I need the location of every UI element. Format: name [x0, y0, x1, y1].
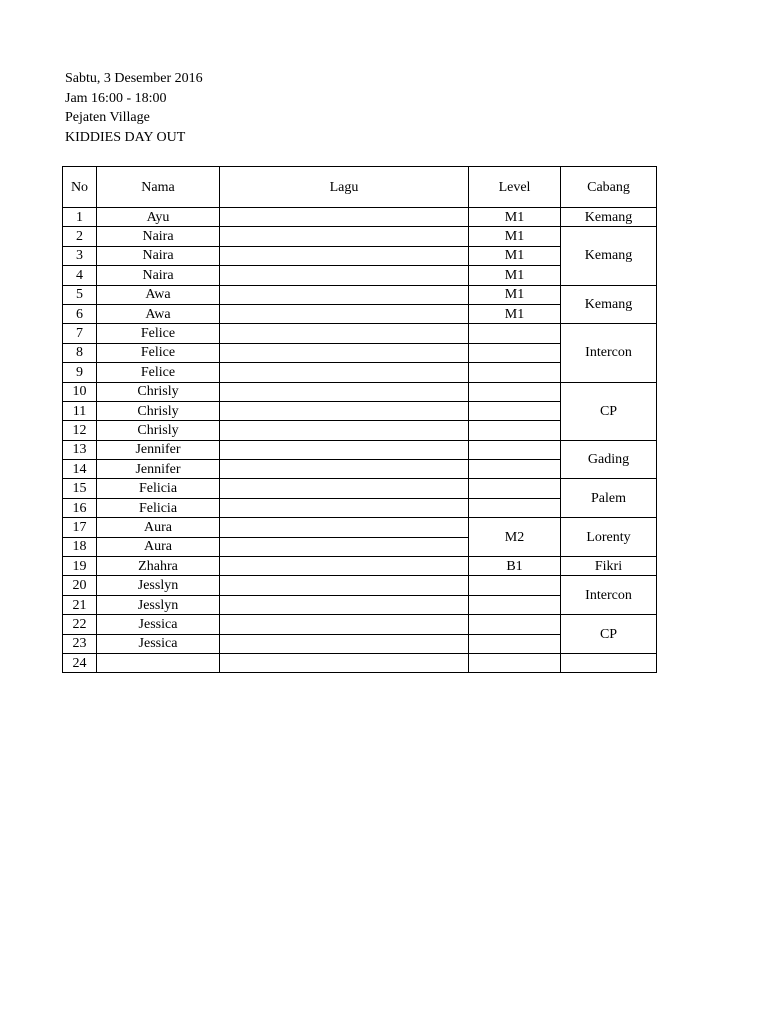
cell-no: 14 [63, 460, 97, 479]
cell-cabang: CP [561, 615, 657, 654]
cell-lagu [220, 285, 469, 304]
cell-nama: Jessica [97, 615, 220, 634]
cell-level: B1 [469, 557, 561, 576]
cell-cabang: Palem [561, 479, 657, 518]
cell-nama: Jesslyn [97, 595, 220, 614]
cell-lagu [220, 537, 469, 556]
cell-nama: Jennifer [97, 440, 220, 459]
event-title: KIDDIES DAY OUT [65, 129, 186, 145]
cell-nama: Felice [97, 324, 220, 343]
cell-lagu [220, 518, 469, 537]
table-row [63, 440, 657, 459]
cell-level [469, 363, 561, 382]
cell-lagu [220, 266, 469, 285]
cell-lagu [220, 595, 469, 614]
cell-level: M2 [469, 518, 561, 557]
cell-nama: Felicia [97, 498, 220, 517]
table-row [63, 576, 657, 595]
cell-nama: Felice [97, 343, 220, 362]
performance-schedule-table [62, 166, 657, 673]
cell-nama: Naira [97, 227, 220, 246]
cell-lagu [220, 324, 469, 343]
cell-nama: Jennifer [97, 460, 220, 479]
cell-cabang: Fikri [561, 557, 657, 576]
cell-no: 6 [63, 304, 97, 323]
table-row [63, 324, 657, 343]
table-row [63, 479, 657, 498]
cell-cabang: Kemang [561, 227, 657, 285]
cell-lagu [220, 421, 469, 440]
cell-level [469, 498, 561, 517]
cell-cabang: CP [561, 382, 657, 440]
cell-no: 7 [63, 324, 97, 343]
cell-level: M1 [469, 227, 561, 246]
cell-level [469, 382, 561, 401]
cell-level [469, 324, 561, 343]
cell-level [469, 440, 561, 459]
cell-level [469, 479, 561, 498]
cell-level [469, 460, 561, 479]
cell-nama: Awa [97, 285, 220, 304]
cell-no: 16 [63, 498, 97, 517]
cell-level: M1 [469, 285, 561, 304]
table-row [63, 615, 657, 634]
cell-level [469, 653, 561, 672]
cell-level: M1 [469, 266, 561, 285]
cell-nama: Ayu [97, 208, 220, 227]
cell-lagu [220, 227, 469, 246]
cell-nama: Naira [97, 266, 220, 285]
cell-nama: Aura [97, 537, 220, 556]
cell-cabang: Gading [561, 440, 657, 479]
cell-nama: Jessica [97, 634, 220, 653]
event-date: Sabtu, 3 Desember 2016 [65, 71, 203, 86]
cell-no: 12 [63, 421, 97, 440]
cell-level [469, 343, 561, 362]
cell-lagu [220, 246, 469, 265]
cell-lagu [220, 634, 469, 653]
cell-no: 18 [63, 537, 97, 556]
cell-cabang: Kemang [561, 285, 657, 324]
cell-no: 1 [63, 208, 97, 227]
column-header-cabang: Cabang [561, 167, 657, 208]
cell-lagu [220, 440, 469, 459]
cell-lagu [220, 653, 469, 672]
cell-no: 8 [63, 343, 97, 362]
cell-no: 10 [63, 382, 97, 401]
cell-no: 23 [63, 634, 97, 653]
cell-nama: Jesslyn [97, 576, 220, 595]
cell-nama: Awa [97, 304, 220, 323]
cell-no: 17 [63, 518, 97, 537]
cell-lagu [220, 498, 469, 517]
cell-level [469, 576, 561, 595]
cell-lagu [220, 479, 469, 498]
cell-no: 20 [63, 576, 97, 595]
cell-no: 5 [63, 285, 97, 304]
cell-no: 19 [63, 557, 97, 576]
table-header-row [63, 167, 657, 208]
cell-nama: Felice [97, 363, 220, 382]
table-row [63, 557, 657, 576]
cell-lagu [220, 460, 469, 479]
cell-no: 9 [63, 363, 97, 382]
cell-nama: Aura [97, 518, 220, 537]
column-header-level: Level [469, 167, 561, 208]
cell-nama: Zhahra [97, 557, 220, 576]
cell-lagu [220, 382, 469, 401]
cell-lagu [220, 576, 469, 595]
cell-no: 24 [63, 653, 97, 672]
cell-nama: Chrisly [97, 421, 220, 440]
cell-cabang: Intercon [561, 576, 657, 615]
table-row [63, 653, 657, 672]
cell-lagu [220, 401, 469, 420]
cell-lagu [220, 557, 469, 576]
cell-no: 21 [63, 595, 97, 614]
cell-cabang: Kemang [561, 208, 657, 227]
document-header [65, 69, 203, 147]
cell-level [469, 595, 561, 614]
cell-nama: Chrisly [97, 401, 220, 420]
table-row [63, 227, 657, 246]
table-row [63, 208, 657, 227]
column-header-nama: Nama [97, 167, 220, 208]
cell-lagu [220, 304, 469, 323]
cell-no: 13 [63, 440, 97, 459]
cell-lagu [220, 363, 469, 382]
cell-level [469, 421, 561, 440]
cell-nama: Chrisly [97, 382, 220, 401]
cell-nama: Felicia [97, 479, 220, 498]
cell-level [469, 401, 561, 420]
cell-lagu [220, 208, 469, 227]
cell-lagu [220, 343, 469, 362]
event-venue: Pejaten Village [65, 110, 150, 125]
cell-level [469, 634, 561, 653]
cell-no: 15 [63, 479, 97, 498]
cell-level: M1 [469, 246, 561, 265]
column-header-no: No [63, 167, 97, 208]
cell-no: 22 [63, 615, 97, 634]
table-row [63, 518, 657, 537]
cell-no: 3 [63, 246, 97, 265]
cell-cabang [561, 653, 657, 672]
cell-cabang: Intercon [561, 324, 657, 382]
cell-level: M1 [469, 304, 561, 323]
cell-level: M1 [469, 208, 561, 227]
cell-level [469, 615, 561, 634]
column-header-lagu: Lagu [220, 167, 469, 208]
cell-cabang: Lorenty [561, 518, 657, 557]
event-time: Jam 16:00 - 18:00 [65, 90, 167, 106]
table-row [63, 382, 657, 401]
cell-nama [97, 653, 220, 672]
table-row [63, 285, 657, 304]
cell-nama: Naira [97, 246, 220, 265]
cell-no: 4 [63, 266, 97, 285]
cell-no: 11 [63, 401, 97, 420]
cell-no: 2 [63, 227, 97, 246]
cell-lagu [220, 615, 469, 634]
